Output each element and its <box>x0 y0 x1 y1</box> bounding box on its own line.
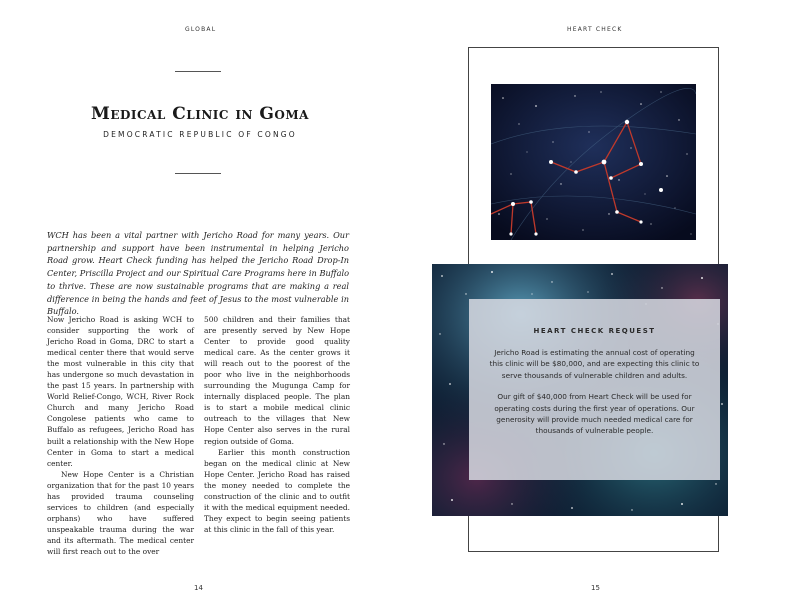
top-divider <box>175 71 221 72</box>
column1-paragraph-1: Now Jericho Road is asking WCH to consider supporting the work of Jericho Road in Goma, DRC to start a medical center there that would serve the most vulnerable in this city that has undergone so much devastation in the past 15 years. In partnership with World Relief-Congo, WCH, River Rock Church and many Jericho Road Congolese patients who came to Buffalo as refugees, Jericho Road has built a relationship with the New Hope Center in Goma to start a medical center. <box>47 315 194 468</box>
intro-paragraph: WCH has been a vital partner with Jericho Road for many years. Our partnership and support have been instrumental in helping Jericho Road grow. Heart Check funding has helped the Jericho Road Drop-In Center, Priscilla Project and our Spiritual Care Programs here in Buffalo to thrive. These are now sustainable programs that are making a real difference in being the hands and feet of Jesus to the most vulnerable in Buffalo. <box>47 230 349 317</box>
request-box-paragraph-1: Jericho Road is estimating the annual cost of operating this clinic will be $80,000, and are expecting this clinic to serve thousands of vulnerable children and adults. <box>489 348 700 380</box>
constellation-graphic <box>491 84 696 240</box>
body-column-1 <box>47 314 194 557</box>
request-box-title: HEART CHECK REQUEST <box>533 327 656 335</box>
bottom-divider <box>175 173 221 174</box>
heart-check-request-box <box>469 299 720 480</box>
page-header-global: GLOBAL <box>185 26 217 33</box>
article-subtitle: DEMOCRATIC REPUBLIC OF CONGO <box>103 130 297 139</box>
column1-paragraph-2: New Hope Center is a Christian organization that for the past 10 years has provided trauma counseling services to children (and especially orphans) who have suffered unspeakable trauma during the war and its aftermath. The medical center will first reach out to the over <box>47 469 194 556</box>
constellation-image <box>491 84 696 240</box>
column2-paragraph-1: 500 children and their families that are presently served by New Hope Center to provide good quality medical care. As the center grows it will reach out to the poorest of the poor who live in the neighborhoods surrounding the Mugunga Camp for internally displaced people. The plan is to start a mobile medical clinic outreach to the villages that New Hope Center also serves in the rural region outside of Goma. <box>204 315 350 446</box>
body-column-2 <box>204 314 350 535</box>
article-title: Medical Clinic in Goma <box>91 104 309 124</box>
page-number-left: 14 <box>194 584 203 592</box>
request-box-paragraph-2: Our gift of $40,000 from Heart Check will be used for operating costs during the first year of operations. Our generosity will provide much needed medical care for thousands of vulnerable people. <box>494 392 695 436</box>
page-header-heart-check: HEART CHECK <box>567 26 623 33</box>
column2-paragraph-2: Earlier this month construction began on the medical clinic at New Hope Center. Jericho Road has raised the money needed to complete the construction of the clinic and to outfit it with the medical equipment needed. They expect to begin seeing patients at this clinic in the fall of this year. <box>204 447 350 534</box>
page-number-right: 15 <box>591 584 600 592</box>
